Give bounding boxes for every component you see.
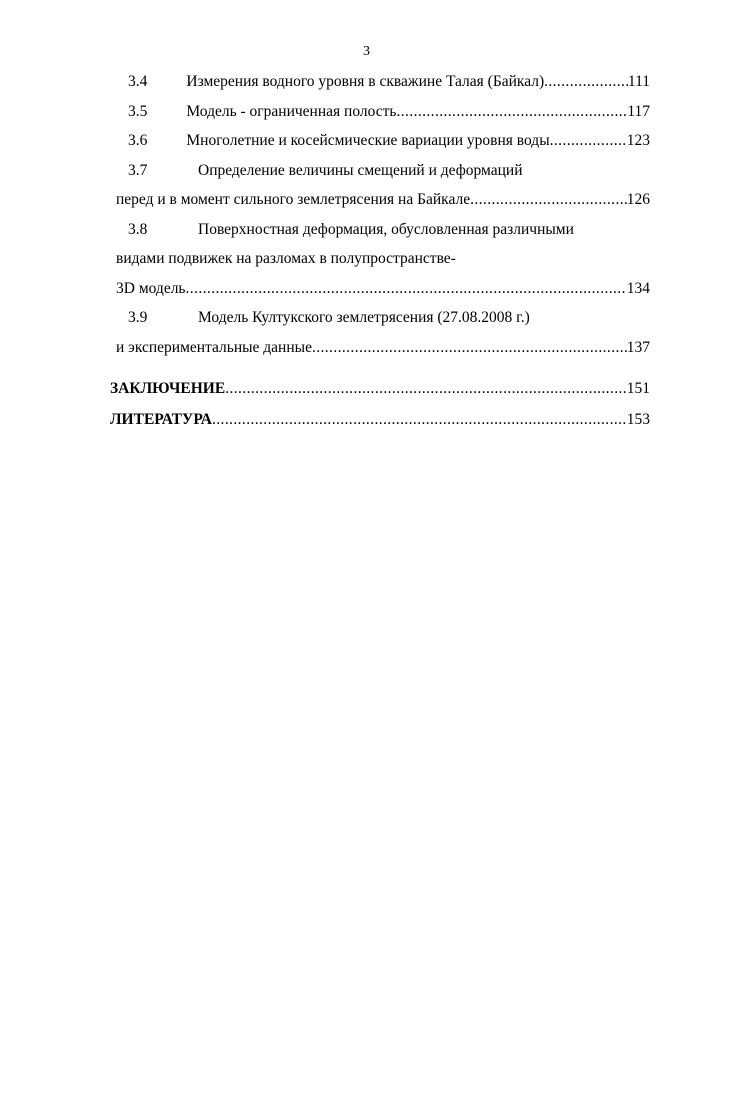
toc-entry-number: 3.9 [128,309,148,326]
toc-entry-page: 126 [626,191,650,208]
toc-entry-number: 3.6 [128,132,148,149]
toc-entry-number: 3.7 [128,161,148,179]
toc-entry-title: Модель - ограниченная полость [186,102,397,120]
toc-entry-3-7-continuation [110,191,650,221]
dot-leader [212,411,627,429]
toc-section-title: ЛИТЕРАТУРА [110,411,212,428]
toc-entry-title: Определение величины смещений и деформаций [198,161,523,179]
toc-entry-title: Поверхностная деформация, обусловленная различными [198,220,574,238]
dot-leader [312,339,627,357]
toc-entry-page: 137 [626,338,650,356]
toc-entry-3-8-line-2 [110,250,650,280]
toc-entry-page: 134 [626,279,650,297]
toc-section-title: ЗАКЛЮЧЕНИЕ [110,380,226,397]
dot-leader [470,191,627,209]
table-of-contents [110,73,650,442]
toc-section-conclusion [110,380,650,411]
toc-entry-number: 3.5 [128,102,148,120]
toc-entry-3-7 [110,162,650,192]
toc-section-literature [110,411,650,442]
toc-entry-3-8-continuation [110,280,650,310]
page-number: 3 [363,44,370,59]
toc-entry-number: 3.4 [128,73,148,90]
toc-entry-page: 117 [627,102,650,120]
dot-leader [186,280,627,298]
toc-entry-3-9 [110,309,650,339]
toc-entry-page: 123 [626,132,650,149]
toc-entry-title-continuation: перед и в момент сильного землетрясения на Байкале [116,191,471,208]
toc-entry-title-continuation: и экспериментальные данные [116,338,312,356]
toc-entry-title-line-2: видами подвижек на разломах в полупространстве- [116,250,456,267]
spacer [110,368,650,380]
toc-entry-3-4 [110,73,650,103]
toc-entry-number: 3.8 [128,220,148,238]
toc-entry-3-6 [110,132,650,162]
toc-entry-3-8 [110,221,650,251]
toc-entry-title: Модель Култукского землетрясения (27.08.2008 г.) [198,309,530,326]
toc-entry-page: 111 [627,73,650,90]
toc-section-page: 151 [626,380,650,397]
toc-entry-title: Многолетние и косейсмические вариации уровня воды [186,132,550,149]
toc-entry-3-5 [110,103,650,133]
toc-entry-3-9-continuation [110,339,650,369]
dot-leader [396,103,627,121]
dot-leader [225,380,627,398]
toc-section-page: 153 [626,411,650,428]
dot-leader [550,132,627,150]
dot-leader [544,73,628,91]
toc-entry-title-continuation: 3D модель [116,279,186,297]
toc-entry-title: Измерения водного уровня в скважине Талая (Байкал) [186,73,545,90]
